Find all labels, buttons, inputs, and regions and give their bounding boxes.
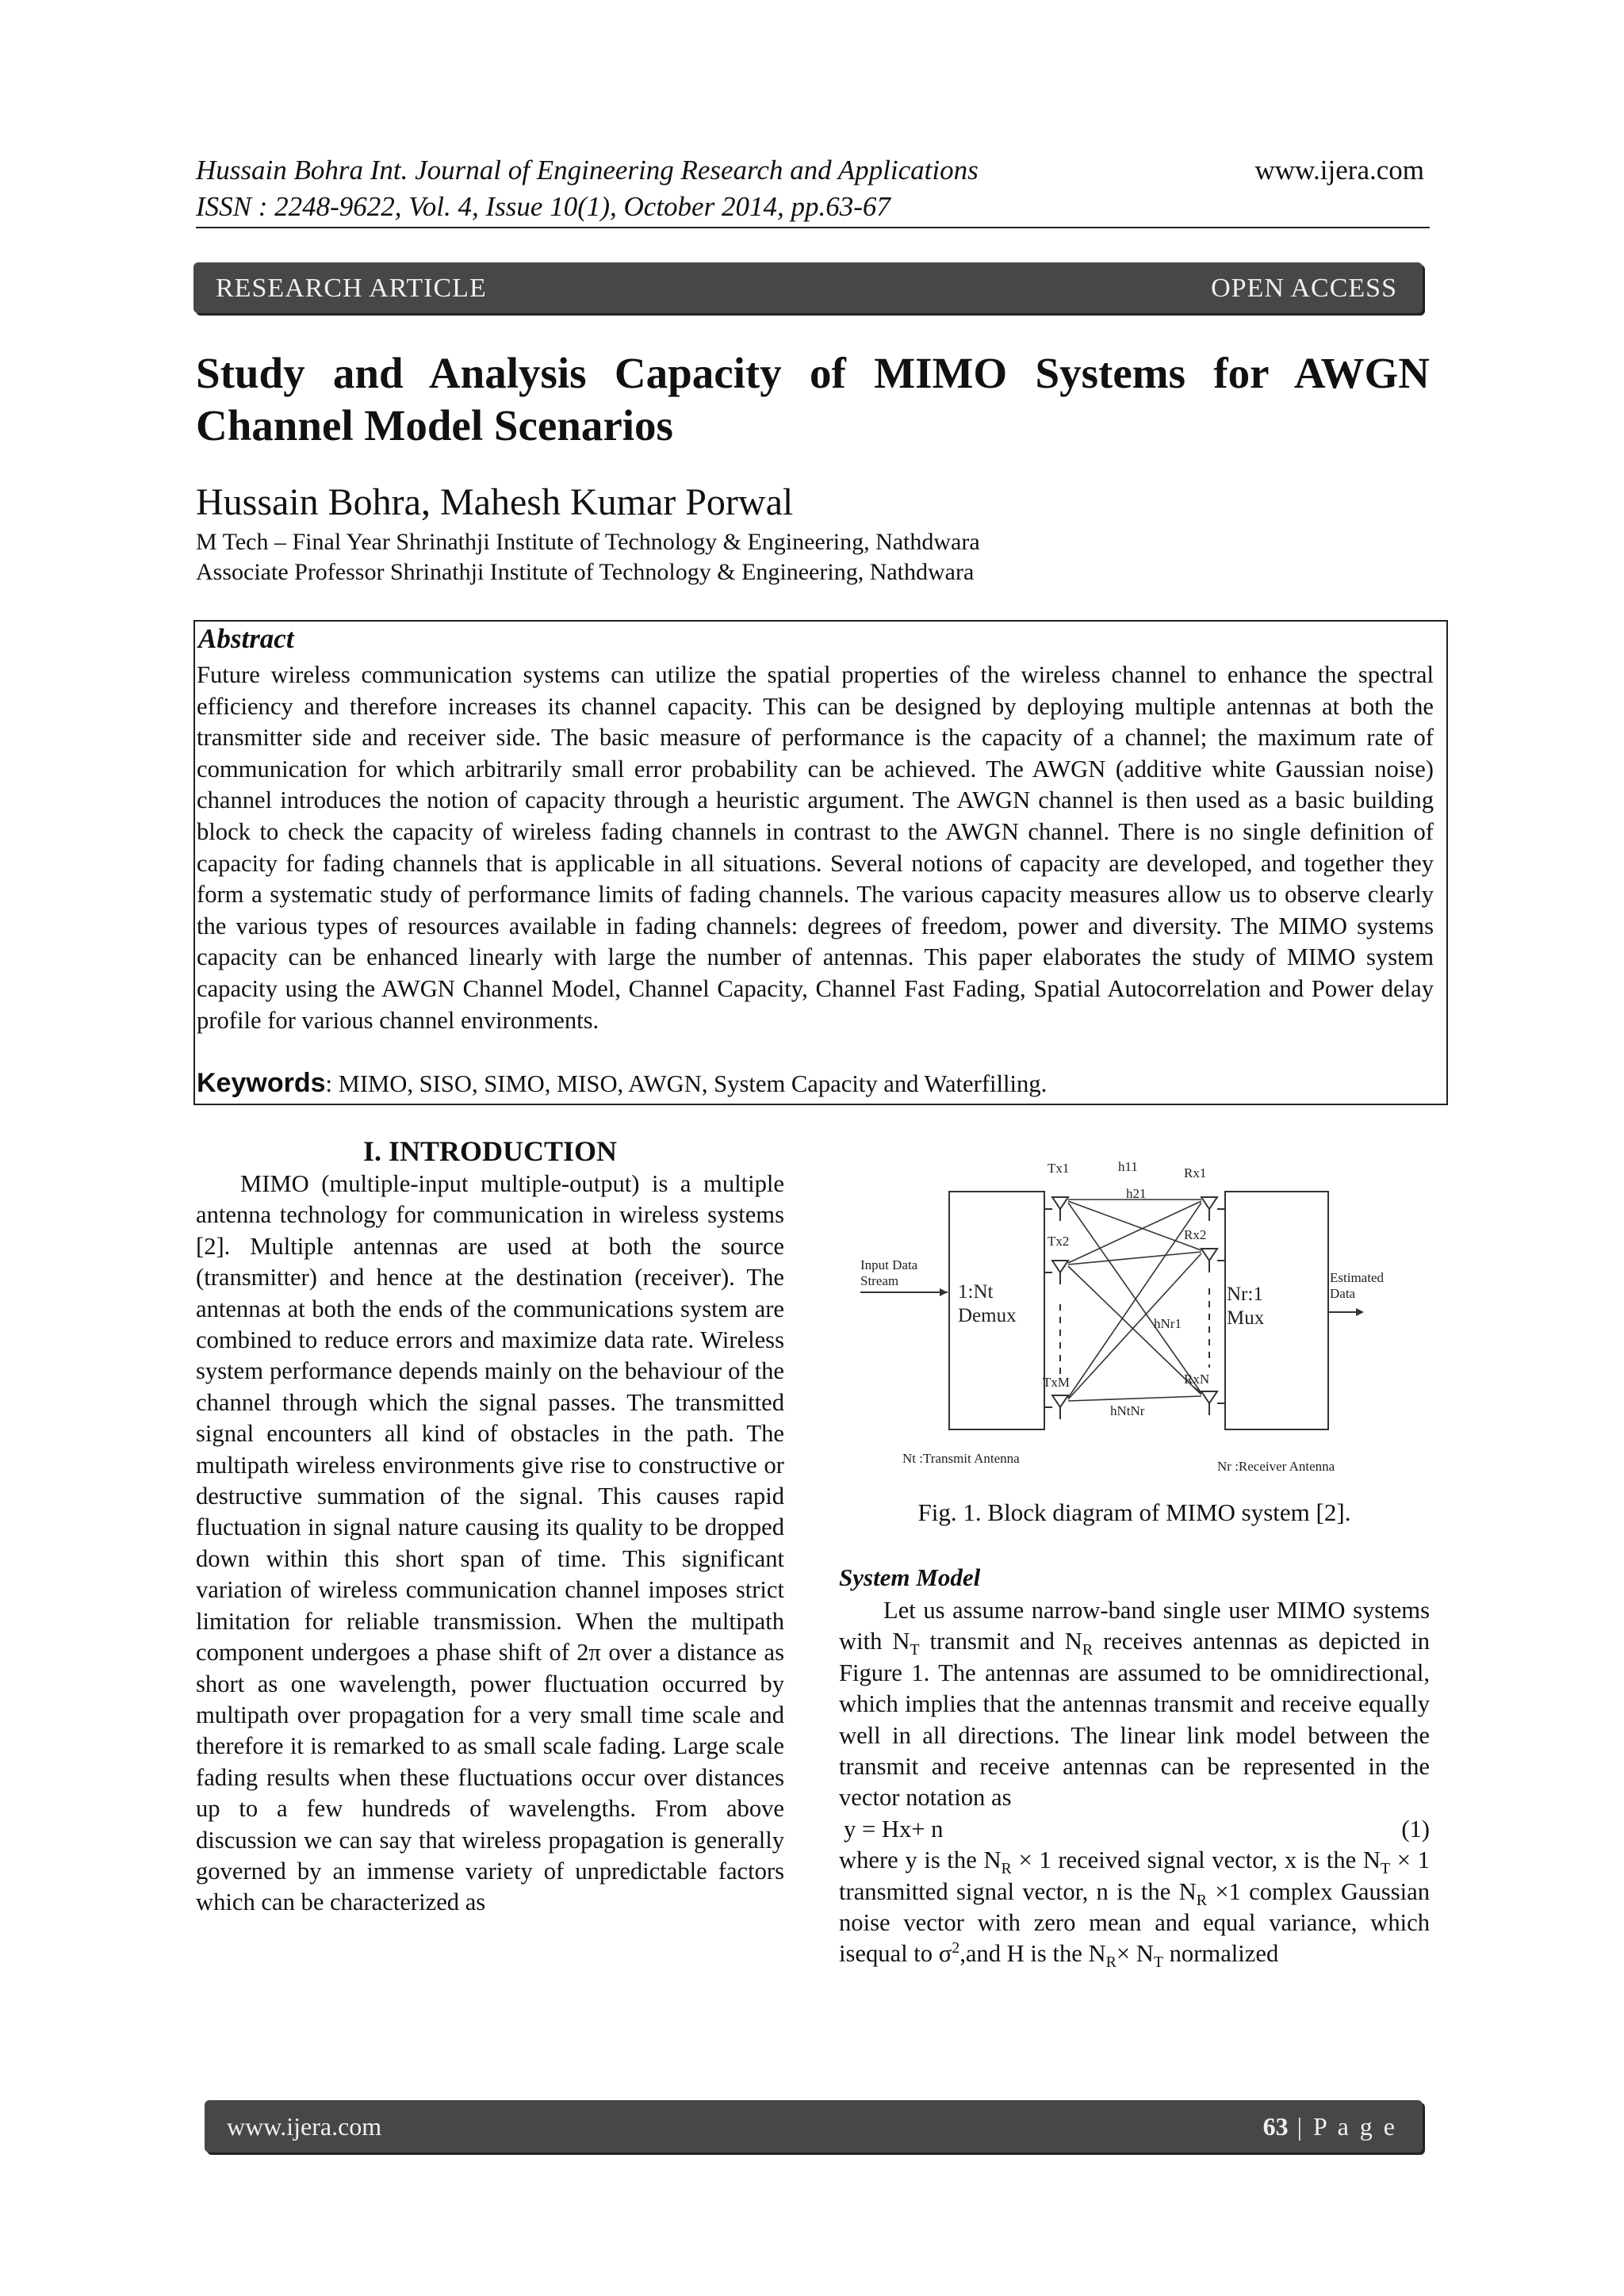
research-article-label: RESEARCH ARTICLE	[216, 274, 487, 303]
system-model-paragraph-1: Let us assume narrow-band single user MIMO systems with $N_T$ transmit and $N_R$ receives antennas as depicted in Figure 1. The antennas are assumed to be omnidirectional, which implies that the antennas transmit and receive equally well in all directions. The linear link model between the transmit and receive antennas can be represented in the vector notation as	[839, 1597, 1430, 1812]
keywords-list: : MIMO, SISO, SIMO, MISO, AWGN, System Capacity and Waterfilling.	[325, 1070, 1048, 1097]
demux-label-2: Demux	[958, 1305, 1017, 1326]
introduction-heading: I. INTRODUCTION	[362, 1135, 618, 1167]
journal-line: Hussain Bohra Int. Journal of Engineering Research and Applications	[196, 155, 979, 186]
abstract-box	[193, 620, 1448, 1105]
system-model-heading: System Model	[839, 1563, 981, 1591]
system-model-text	[839, 1595, 1430, 1970]
rx2-label: Rx2	[1184, 1227, 1207, 1242]
rx-caption: Nr :Receiver Antenna	[1217, 1459, 1335, 1474]
journal-header	[196, 152, 979, 225]
introduction-section	[196, 1134, 784, 1919]
affiliation-1: M Tech – Final Year Shrinathji Institute of Technology & Engineering, Nathdwara	[196, 529, 980, 555]
page-footer	[205, 2100, 1423, 2152]
input-label-1: Input Data	[860, 1257, 918, 1272]
output-label-2: Data	[1330, 1286, 1356, 1301]
hnr1-label: hNr1	[1154, 1316, 1182, 1331]
system-model-paragraph-2: where y is the $N_R \times 1$ received signal vector, x is the $N_T \times 1$ transmitted signal vector, n is the $N_R \times 1$ complex Gaussian noise vector with zero mean and equal variance, which isequal to $\sigma^2,and$ H is the $N_R\times N_T$ normalized	[839, 1846, 1430, 1972]
abstract-heading: Abstract	[198, 623, 294, 654]
h11-label: h11	[1118, 1159, 1138, 1174]
equation-text: y = Hx+ n	[844, 1815, 944, 1843]
tx1-label: Tx1	[1048, 1161, 1070, 1176]
demux-label-1: 1:Nt	[958, 1281, 994, 1303]
channel-paths	[1068, 1200, 1201, 1401]
header-website[interactable]: www.ijera.com	[1254, 155, 1424, 186]
output-label-1: Estimated	[1330, 1270, 1384, 1285]
h21-label: h21	[1126, 1186, 1147, 1201]
mux-label-2: Mux	[1227, 1307, 1265, 1329]
affiliation-2: Associate Professor Shrinathji Institute of Technology & Engineering, Nathdwara	[196, 559, 975, 585]
article-type-banner	[193, 262, 1423, 313]
hntnr-label: hNtNr	[1110, 1403, 1145, 1418]
page-number: 63 | P a g e	[1262, 2112, 1397, 2141]
paper-title: Study and Analysis Capacity of MIMO Systems for AWGN Channel Model Scenarios	[196, 349, 1430, 450]
rxn-label: RxN	[1184, 1372, 1210, 1387]
input-label-2: Stream	[860, 1273, 899, 1288]
mux-label-1: Nr:1	[1227, 1284, 1263, 1305]
txm-label: TxM	[1043, 1375, 1070, 1390]
figure-caption: Fig. 1. Block diagram of MIMO system [2].	[917, 1498, 1351, 1526]
introduction-text: MIMO (multiple-input multiple-output) is a multiple antenna technology for communication in wireless systems [2]. Multiple antennas are used at both the source (transmitter) and hence at the destination (receiver). The antennas at both the ends of the communications system are combined to reduce errors and maximize data rate. Wireless system performance depends mainly on the behaviour of the channel through which the signal passes. The transmitted signal encounters all kind of obstacles in the path. The multipath wireless environments give rise to constructive or destructive summation of the signal. This causes rapid fluctuation in signal nature causing its quality to be dropped down within this short span of time. This significant variation of wireless communication channel imposes strict limitation for reliable transmission. When the multipath component undergoes a phase shift of 2π over a distance as short as one wavelength, power fluctuation occurred by multipath over propagation for a very small time scale and therefore it is remarked to as small scale fading. Large scale fading results when these fluctuations occur over distances up to a few hundreds of wavelengths. From above discussion we can say that wireless propagation is generally governed by an immense variety of unpredictable factors which can be characterized as	[196, 1170, 784, 1916]
keywords	[197, 1067, 1047, 1100]
keywords-label: Keywords	[197, 1068, 326, 1098]
footer-website[interactable]: www.ijera.com	[227, 2112, 382, 2141]
mimo-block-diagram	[852, 1154, 1423, 1479]
abstract-text: Future wireless communication systems can utilize the spatial properties of the wireless channel to enhance the spectral efficiency and therefore increases its channel capacity. This can be designed by deploying multiple antennas at both the transmitter side and receiver side. The basic measure of performance is the capacity of a channel; the maximum rate of communication for which arbitrarily small error probability can be achieved. The AWGN (additive white Gaussian noise) channel introduces the notion of capacity through a heuristic argument. The AWGN channel is then used as a basic building block to check the capacity of wireless fading channels in contrast to the AWGN channel. There is no single definition of capacity for fading channels that is applicable in all situations. Several notions of capacity are developed, and together they form a systematic study of performance limits of fading channels. The various capacity measures allow us to observe clearly the various types of resources available in fading channels: degrees of freedom, power and diversity. The MIMO systems capacity can be enhanced linearly with large the number of antennas. This paper elaborates the study of MIMO system capacity using the AWGN Channel Model, Channel Capacity, Channel Fast Fading, Spatial Autocorrelation and Power delay profile for various channel environments.	[197, 661, 1434, 1034]
equation-1	[839, 1814, 1430, 1845]
tx2-label: Tx2	[1048, 1234, 1070, 1249]
open-access-label: OPEN ACCESS	[1211, 274, 1397, 303]
rx1-label: Rx1	[1184, 1165, 1207, 1181]
authors: Hussain Bohra, Mahesh Kumar Porwal	[196, 481, 794, 523]
issn-line: ISSN : 2248-9622, Vol. 4, Issue 10(1), October 2014, pp.63-67	[196, 191, 891, 222]
tx-caption: Nt :Transmit Antenna	[902, 1451, 1020, 1466]
header-rule	[196, 227, 1430, 228]
equation-number: (1)	[1401, 1815, 1430, 1843]
